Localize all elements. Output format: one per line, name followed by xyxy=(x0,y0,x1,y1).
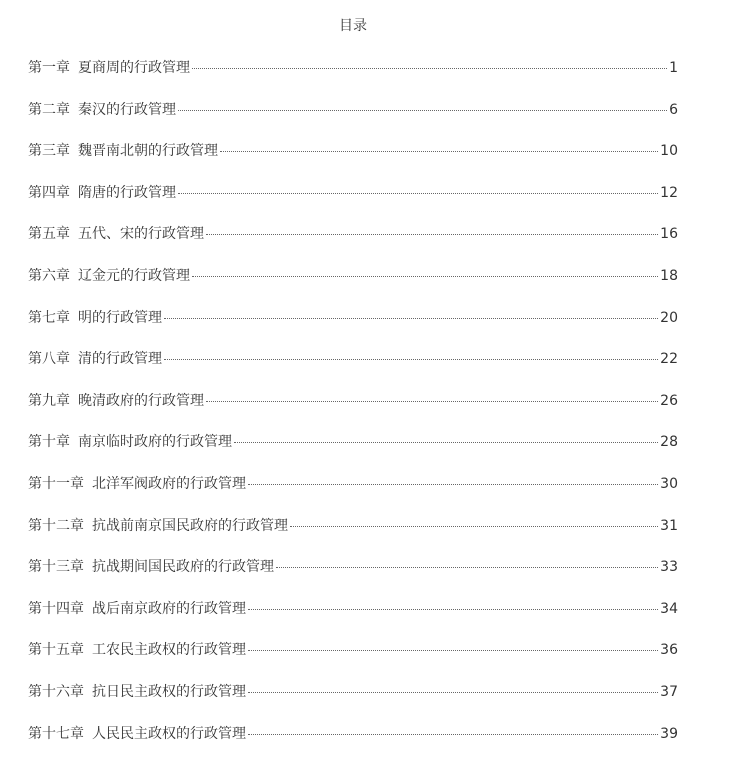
toc-chapter-number: 第四章 xyxy=(28,184,70,201)
toc-page-number: 31 xyxy=(660,517,678,534)
toc-page-number: 6 xyxy=(669,101,678,118)
toc-chapter-number: 第九章 xyxy=(28,392,70,409)
toc-leader-dots xyxy=(248,484,658,485)
toc-chapter-number: 第十五章 xyxy=(28,642,84,659)
toc-page-number: 16 xyxy=(660,226,678,243)
toc-chapter-title: 人民民主政权的行政管理 xyxy=(92,725,246,742)
toc-chapter-number: 第八章 xyxy=(28,351,70,368)
toc-chapter-title: 辽金元的行政管理 xyxy=(78,267,190,284)
toc-chapter-title: 魏晋南北朝的行政管理 xyxy=(78,143,218,160)
toc-chapter-number: 第十四章 xyxy=(28,600,84,617)
toc-chapter-number: 第十六章 xyxy=(28,683,84,700)
toc-chapter-number: 第十三章 xyxy=(28,559,84,576)
toc-entry[interactable] xyxy=(28,349,678,391)
toc-leader-dots xyxy=(164,359,658,360)
toc-chapter-number: 第六章 xyxy=(28,267,70,284)
toc-leader-dots xyxy=(206,401,658,402)
toc-entry[interactable] xyxy=(28,516,678,558)
toc-entry[interactable] xyxy=(28,724,678,766)
toc-chapter-title: 秦汉的行政管理 xyxy=(78,101,176,118)
toc-chapter-title: 隋唐的行政管理 xyxy=(78,184,176,201)
toc-leader-dots xyxy=(248,692,658,693)
toc-entry[interactable] xyxy=(28,308,678,350)
toc-chapter-title: 战后南京政府的行政管理 xyxy=(92,600,246,617)
toc-chapter-title: 清的行政管理 xyxy=(78,351,162,368)
toc-page-number: 1 xyxy=(669,60,678,76)
toc-entry[interactable] xyxy=(28,224,678,266)
table-of-contents xyxy=(28,58,678,765)
toc-entry[interactable] xyxy=(28,557,678,599)
toc-chapter-title: 五代、宋的行政管理 xyxy=(78,226,204,243)
toc-page-number: 37 xyxy=(660,683,678,700)
toc-entry[interactable] xyxy=(28,100,678,142)
toc-chapter-number: 第十章 xyxy=(28,434,70,451)
toc-entry[interactable] xyxy=(28,183,678,225)
toc-leader-dots xyxy=(220,151,658,152)
toc-page-number: 34 xyxy=(660,600,678,617)
toc-entry[interactable] xyxy=(28,391,678,433)
toc-chapter-title: 明的行政管理 xyxy=(78,309,162,326)
toc-page-number: 12 xyxy=(660,184,678,201)
toc-chapter-title: 抗战期间国民政府的行政管理 xyxy=(92,559,274,576)
toc-chapter-title: 晚清政府的行政管理 xyxy=(78,392,204,409)
toc-page-number: 36 xyxy=(660,642,678,659)
toc-chapter-number: 第三章 xyxy=(28,143,70,160)
toc-chapter-title: 北洋军阀政府的行政管理 xyxy=(92,475,246,492)
toc-title: 目录 xyxy=(339,18,367,34)
toc-page-number: 30 xyxy=(660,475,678,492)
toc-entry[interactable] xyxy=(28,474,678,516)
toc-leader-dots xyxy=(178,110,667,111)
toc-chapter-number: 第十二章 xyxy=(28,517,84,534)
toc-chapter-number: 第十一章 xyxy=(28,475,84,492)
toc-page-number: 28 xyxy=(660,434,678,451)
toc-chapter-number: 第一章 xyxy=(28,60,70,76)
toc-entry[interactable] xyxy=(28,141,678,183)
toc-leader-dots xyxy=(178,193,658,194)
toc-page-number: 39 xyxy=(660,725,678,742)
toc-leader-dots xyxy=(290,526,658,527)
toc-entry[interactable] xyxy=(28,58,678,100)
toc-leader-dots xyxy=(248,734,658,735)
toc-leader-dots xyxy=(192,276,658,277)
toc-leader-dots xyxy=(234,442,658,443)
toc-entry[interactable] xyxy=(28,432,678,474)
toc-chapter-title: 抗日民主政权的行政管理 xyxy=(92,683,246,700)
toc-page-number: 18 xyxy=(660,267,678,284)
toc-page-number: 33 xyxy=(660,559,678,576)
toc-leader-dots xyxy=(164,318,658,319)
toc-chapter-number: 第五章 xyxy=(28,226,70,243)
toc-entry[interactable] xyxy=(28,682,678,724)
toc-chapter-title: 工农民主政权的行政管理 xyxy=(92,642,246,659)
toc-leader-dots xyxy=(192,68,667,69)
toc-chapter-number: 第十七章 xyxy=(28,725,84,742)
toc-entry[interactable] xyxy=(28,599,678,641)
toc-leader-dots xyxy=(206,234,658,235)
toc-chapter-title: 抗战前南京国民政府的行政管理 xyxy=(92,517,288,534)
toc-leader-dots xyxy=(248,609,658,610)
toc-chapter-number: 第二章 xyxy=(28,101,70,118)
toc-page-number: 20 xyxy=(660,309,678,326)
toc-chapter-number: 第七章 xyxy=(28,309,70,326)
toc-leader-dots xyxy=(276,567,658,568)
toc-entry[interactable] xyxy=(28,640,678,682)
toc-page-number: 10 xyxy=(660,143,678,160)
toc-leader-dots xyxy=(248,650,658,651)
toc-chapter-title: 南京临时政府的行政管理 xyxy=(78,434,232,451)
toc-page-number: 26 xyxy=(660,392,678,409)
toc-chapter-title: 夏商周的行政管理 xyxy=(78,60,190,76)
toc-entry[interactable] xyxy=(28,266,678,308)
toc-page-number: 22 xyxy=(660,351,678,368)
